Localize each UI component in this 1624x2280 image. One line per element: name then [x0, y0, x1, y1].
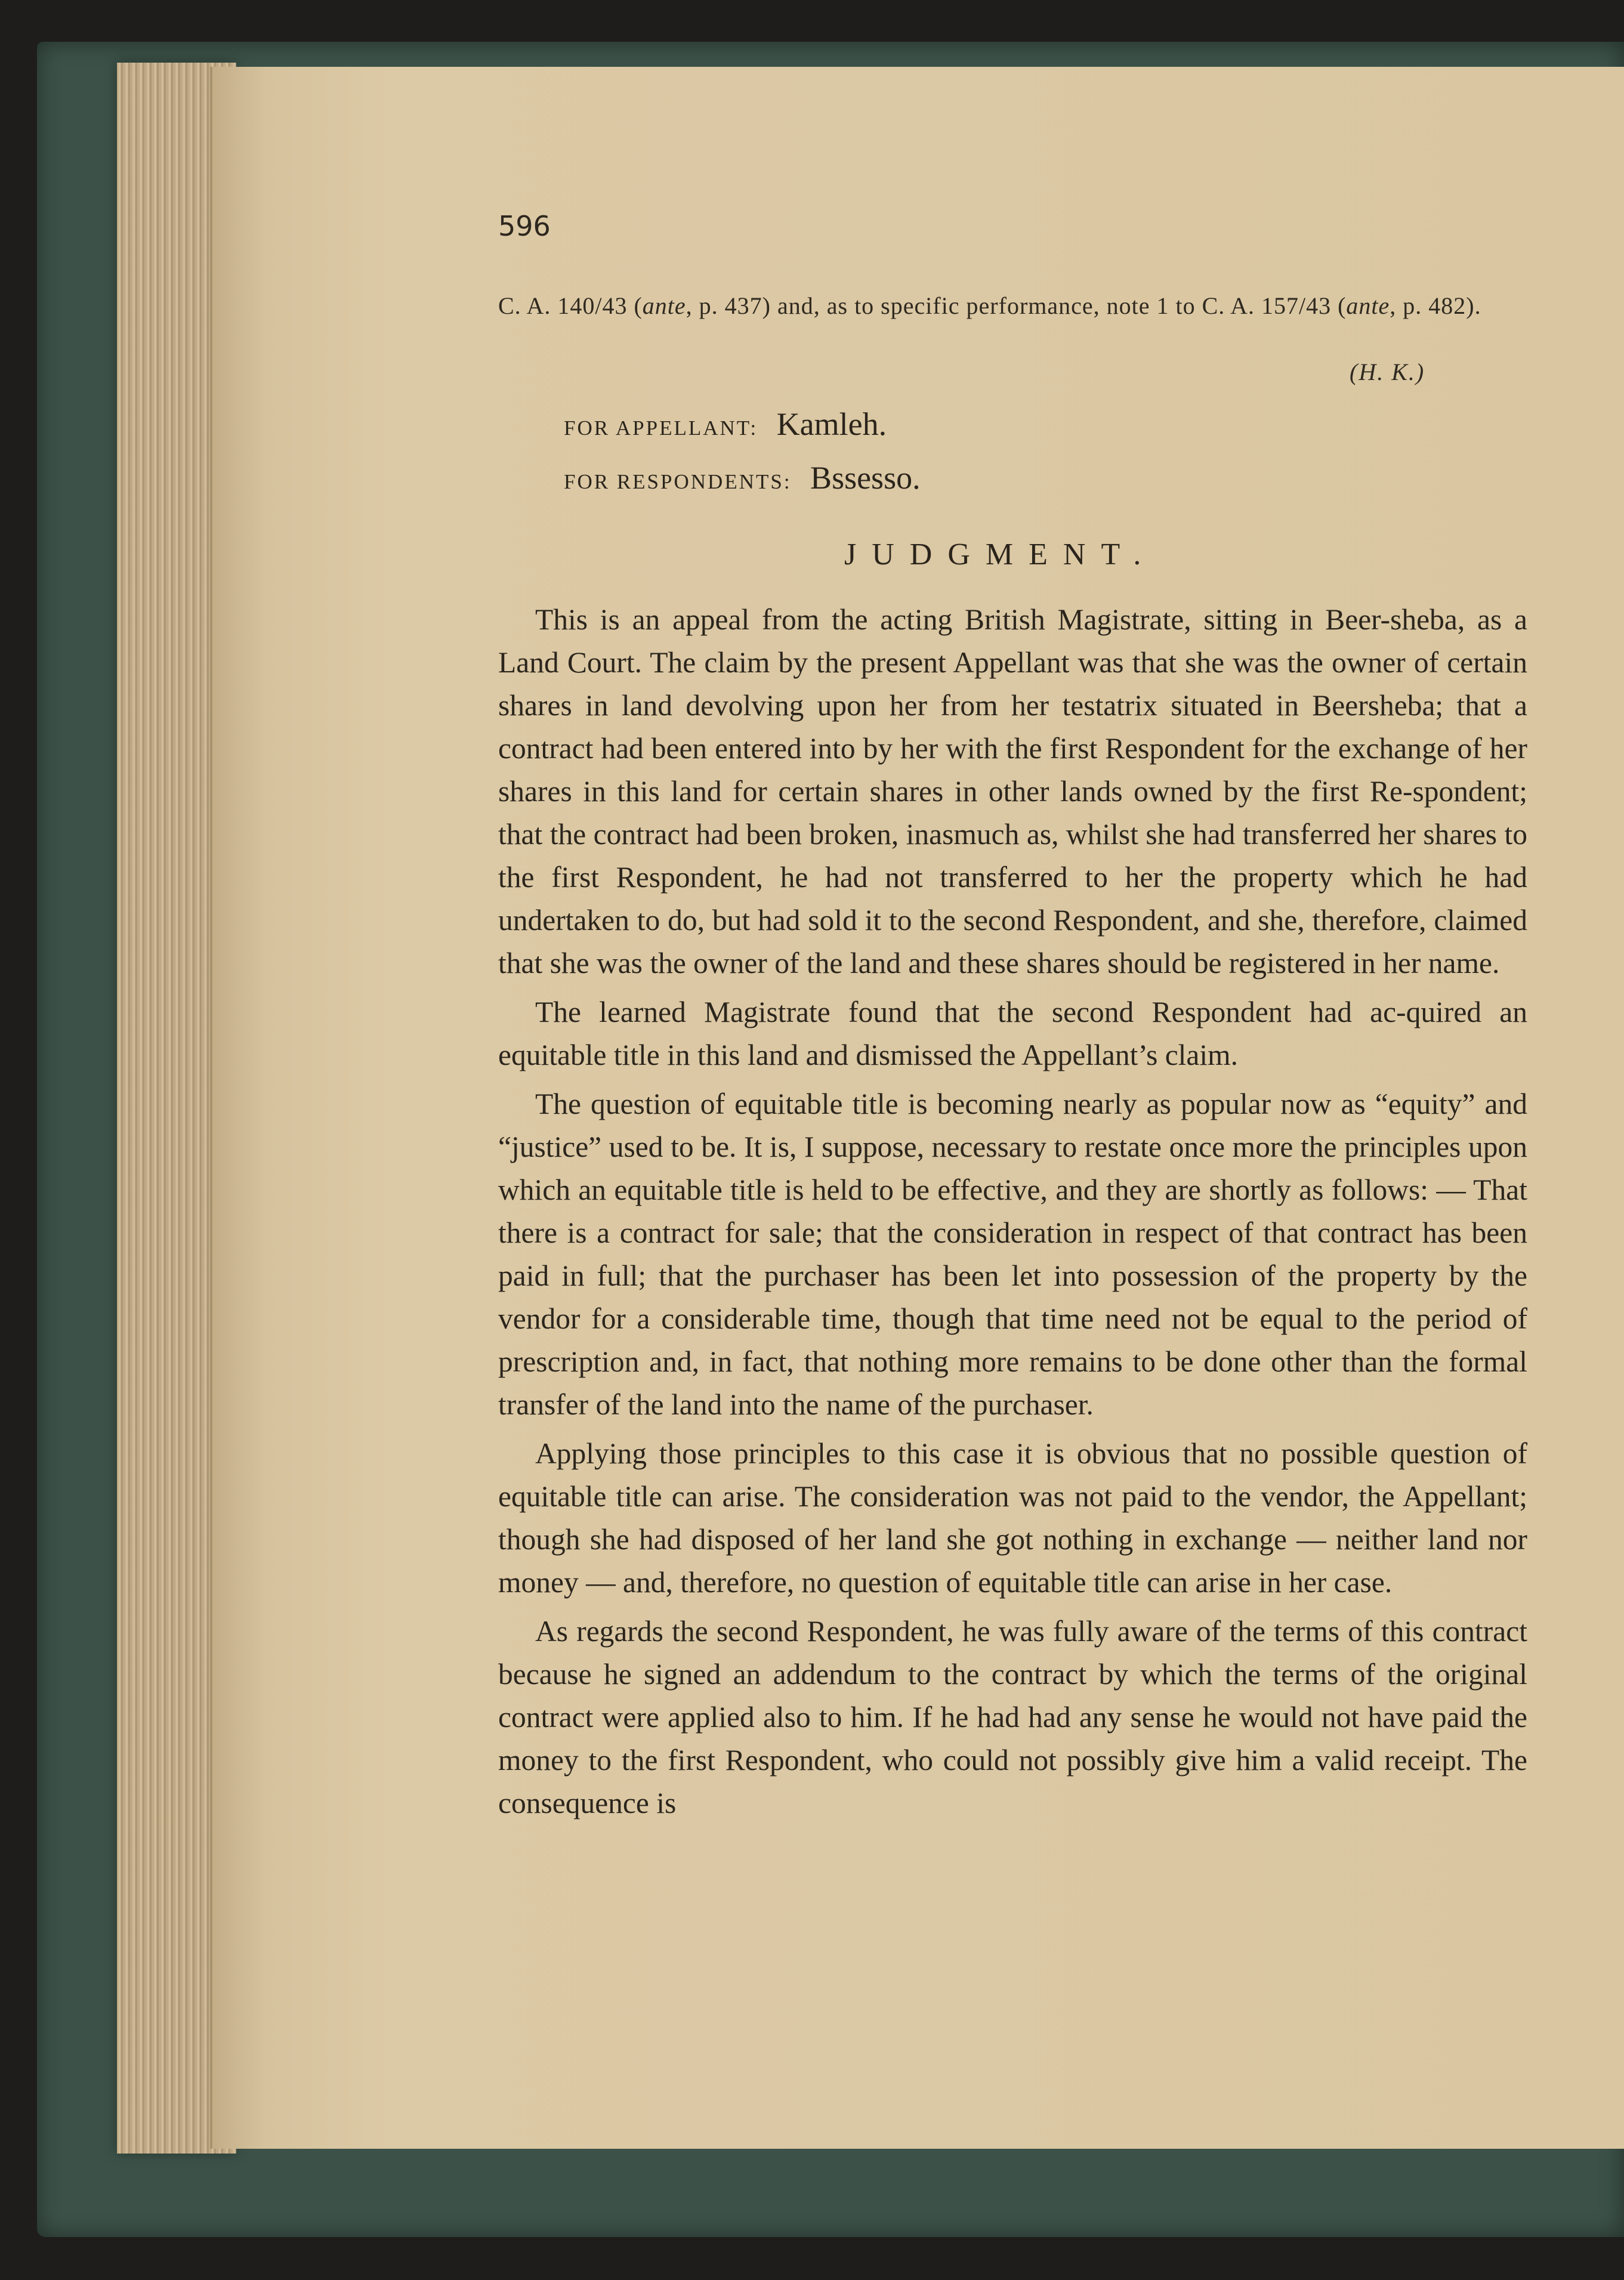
- editor-initials: (H. K.): [1350, 359, 1425, 385]
- respondents-label: FOR RESPONDENTS:: [564, 470, 792, 493]
- paragraph: This is an appeal from the acting British Magistrate, sitting in Beer-sheba, as a Land Court. The claim by the present Appellant was that she was the owner of certain shares in land devolving upon her from her testatrix situated in Beersheba; that a contract had been entered into by her with the first Respondent for the exchange of her shares in this land for certain shares in other lands owned by the first Re-spondent; that the contract had been broken, inasmuch as, whilst she had transferred her shares to the first Respondent, he had not transferred to her the property which he had undertaken to do, but had sold it to the second Respondent, and she, therefore, claimed that she was the owner of the land and these shares should be registered in her name.: [498, 603, 1527, 980]
- note-text-3: , p. 482).: [1390, 292, 1481, 319]
- judgment-body: [498, 598, 1527, 1831]
- paragraph: The question of equitable title is becoming nearly as popular now as “equity” and “justice” used to be. It is, I suppose, necessary to restate once more the principles upon which an equitable title is held to be effective, and they are shortly as follows: — That there is a contract for sale; that the consideration in respect of that contract has been paid in full; that the purchaser has been let into possession of the property by the vendor for a considerable time, though that time need not be equal to the period of prescription and, in fact, that nothing more remains to be done other than the formal transfer of the land into the name of the purchaser.: [498, 1088, 1527, 1421]
- note-text-1: C. A. 140/43 (: [498, 292, 643, 319]
- appellant-label: FOR APPELLANT:: [564, 416, 758, 440]
- note-text-2: , p. 437) and, as to specific performance, note 1 to C. A. 157/43 (: [686, 292, 1347, 319]
- page-number: 596: [498, 210, 551, 242]
- note-ante-2: ante: [1346, 292, 1390, 319]
- appellant-name: Kamleh.: [776, 406, 887, 442]
- paragraph: As regards the second Respondent, he was fully aware of the terms of this contract because he signed an addendum to the contract by which the terms of the original contract were applied also to him. If he had had any sense he would not have paid the money to the first Respondent, who could not possibly give him a valid receipt. The consequence is: [498, 1615, 1527, 1819]
- counsel-respondents: [564, 459, 921, 496]
- note-ante-1: ante: [642, 292, 686, 319]
- respondents-name: Bssesso.: [810, 460, 921, 496]
- counsel-appellant: [564, 406, 887, 443]
- citation-note: [498, 286, 1524, 326]
- paragraph: Applying those principles to this case it is obvious that no possible question of equitable title can arise. The consideration was not paid to the vendor, the Appellant; though she had disposed of her land she got nothing in exchange — neither land nor money — and, therefore, no question of equitable title can arise in her case.: [498, 1437, 1527, 1599]
- paragraph: The learned Magistrate found that the second Respondent had ac-quired an equitable title in this land and dismissed the Appellant’s claim.: [498, 996, 1527, 1071]
- judgment-heading: JUDGMENT.: [844, 537, 1157, 571]
